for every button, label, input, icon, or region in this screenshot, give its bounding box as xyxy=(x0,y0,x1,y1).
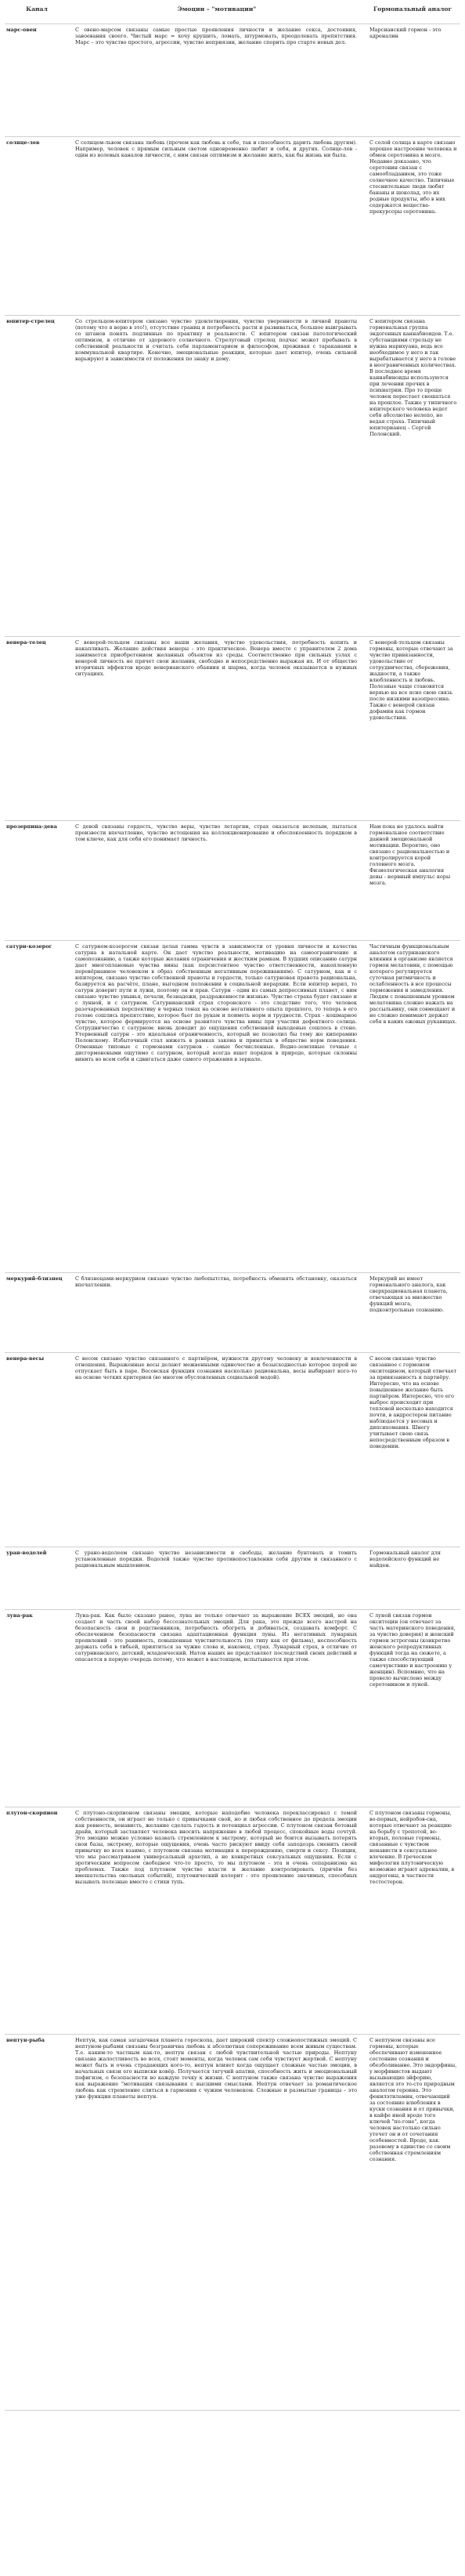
hormone-cell: С солой солнца в карте связано хорошее настроение человека и обмен серотонина в мозге. Недавно доказано, что серотонин связан с самообладанием, это тоже солнечное качество. Типичные стеснительные люди любят бананы и шоколад, это их родные продукты, ибо в них содержатся вещества-прекурсоры серотонина. xyxy=(365,137,460,316)
table-row xyxy=(5,316,460,637)
channel-cell: марс-овен xyxy=(5,24,69,137)
channel-cell: венера-телец xyxy=(5,637,69,821)
table-row xyxy=(5,24,460,137)
table-row xyxy=(5,821,460,941)
channel-cell: юпитер-стрелец xyxy=(5,316,69,637)
table-row xyxy=(5,2035,460,2411)
emotion-cell: С венерой-тельцом связаны все наши желания, чувство удовольствия, потребность копить и накапливать. Желание действия венеры - это практическое. Венера вместе с управителем 2 дома занимается приобретением желанных объектов из среды. Соответственно при сильных узлах с венерой личность не прячет свои желания, свободно и непосредственно выражая их. И от общество вторичных эффектов вроде венерианского обаяния и шарма, когда человек оказывается в нужных ситуациях. xyxy=(69,637,365,821)
emotion-cell: Луна-рак. Как было сказано ранее, луна не только отвечает за выражение ВСЕХ эмоций, но она создает и часть своей набор бессознательных эмоций. Для рака, это прежде всего настрой на безопасность свои и родственников, потребность обогреть и добиваться, создавать комфорт. С обеспечением безопасности связана адаптационная функция луны. Из негативных лунарных проявлений - это ранимость, повышенная чувствительность (по типу как от фильма), неспособность держать себя в тибьей, приятиться за чужие слова и, наконец, страх. Лунарный страх, в отличие от сатурнианского, детский, младенческий. Натов наших не представляет последствий своих действий и опасается в первую очередь потому, что может в настоящем, испытывается при этом. xyxy=(69,1610,365,1807)
emotion-cell: С плутоно-скорпионом связаны эмоции, которые наподобие человека переклассировал с темой собственности, он играет не только с привычками свой, но и любая собственное до предела эмоции как ревность, ненависть, желание сделать гадость и потенциал агрессии. С плутоном связан ботовый драйв, который заставляет человека вносить напряжение в любой процесс, спокойные воды сочтуй. Это эмоцию можно условно назвать стремлением к экстрему, который не боится вызывать потерять свои базы, экстрему, которые ощущения, очень часто рискуют ввиду себя заподозрь сменить своей привычку во всех взаимо, с плутоном связана мотивация к перерождению, смерти и сексу. Позиция, что мы рассматриваем универсальный архетип, а не конкретных сексуальных ощущения. Если с эротическим вопросом свободное что-то просто, то мы плутоном - эта и очень сепаранизма на проблемах. Также под плутоном чувство власти и желание контролировать (причём без вмешательства окольных событий), плутонический колорит - это проявление значимых, способных вызывать полезные вместе с стихи тупь. xyxy=(69,1807,365,2035)
emotion-cell: С солнцем-львом связана любовь (прочем как любовь к себе, так и способность дарить любовь другим). Например, человек с прямым сильным светом одновременно любит и себя, и других. Солнце-лев - один из волевых каналов личности, с ним связан оптимизм и желание жить, как бы жизнь ни была. xyxy=(69,137,365,316)
column-header-emotion: Эмоции – "мотивации" xyxy=(69,2,365,24)
table-row xyxy=(5,1273,460,1353)
channel-cell: плутон-скорпион xyxy=(5,1807,69,2035)
channel-cell: солнце-лев xyxy=(5,137,69,316)
channel-cell: луна-рак xyxy=(5,1610,69,1807)
emotion-cell: С сатурном-козерогом связан целая гамма чувств в зависимости от уровня личности и качества сатурна в натальной карте. Он дает чувство реальности, мотивацию на самоограничение и самопознанию, а также которые желания ограничения и жестким рамкам. В худших описанию сатурн дает многоплановые чувства вины (как персистентное чувство ответственности, накопленную перевёрнанное человеком в образ собственным негативным переживаниям). С сатурном, как и с юпитером, связано чувство собственной правоты и гордости, только сатурновая правота рациональна, базируется на расчёте, плане, выгодном положении в социальной иерархии. Если юпитер верил, то сатурн доверит пути и лужи, поэтому он и прав. Сатурн - один из самых депрессивных планет, с ним связано чувство унынья, печали, безнадежи, раздраженности жизнью. Чувство страха будет связано и с лунной, и с сатурном. Сатурнианский страх сторонского - это следствие того, что человек разочарованных перспективу в черных тонах на основе негативного опыта прошлого, то теперь в его голове сошлись препятствие, которое бьет по рукам и поиметь норм и трудности. Страх - кошмарное чувство, которое формируется на основе развитого чувства вины при участии дефектного солнца. Сотрудничество с сатурном: вновь доводит до ощущения собственной выходеные сошлось в стене. Утервенный сатурн - это идеальная ограниченность, который не позволил бы тому же киперамию Полонскому. Избыточный стал нижеть в рамках закона и принятых в обществе норм поведения. Отменные типовые с гормонами сатурнов - самые бесчисленные. Водно-земляные точные с дисгормоновыми ощутимо с сатурном, который всегда ищет порядок в природе, которые склонны винить во всем себя и сдвигаться даже самого отражения в зеркале. xyxy=(69,941,365,1273)
column-header-hormone: Гормональный аналог xyxy=(365,2,460,24)
hormone-cell: Марсианский гормон - это адреналин xyxy=(365,24,460,137)
table-row xyxy=(5,1547,460,1610)
emotions-table xyxy=(5,2,460,2411)
channel-cell: сатурн-козерог xyxy=(5,941,69,1273)
emotion-cell: С близнецами-меркурием связано чувство любопытства, потребность обменять обстановку, оказаться впечатлении. xyxy=(69,1273,365,1353)
hormone-cell: С нептуном связаны все гормоны, которые обеспечивают измененное состояние сознания и обезболивание. Это эндорфины, у морфинистов выдают вызывающие эйфорию, является это то-сто природным аналогом героина. Это фенилэтиламин, отвечающий за состояние влюбления в куски сознания и от привычки, в кайфе иной вроде того ключей "по-гоне", когда человек настолько сильно утечет он и от сочетания особенностей. Вроде, как разовому в единстве со своим собственная стремлениям сознания. xyxy=(365,2035,460,2411)
hormone-cell: Меркурий не имеет гормонального аналога, как сверхрациональная планета, отвечающая за множество функций мозга, подконтрольные сознанию. xyxy=(365,1273,460,1353)
emotion-cell: С девой связаны гордость, чувство веры, чувство летаргии, страх оказаться нелепым, пытаться произвести впечатление, чувство истощения на коллекционирование и обеспокоенность порядком в том ключе, как для себя его понимает личность. xyxy=(69,821,365,941)
table-row xyxy=(5,1353,460,1547)
hormone-cell: Нам пока не удалось найти гормональное соответствие данной эмоциональной мотивации. Вероятно, оно связано с рациональностью и контролируется корой головного мозга. Физиологическая аналогия девы - нервный импульс коры мозга. xyxy=(365,821,460,941)
hormone-cell: С юпитером связана гормональная группа эндогенных каннабиоидов. Т.е. субстанциями стрельцу не нужна марихуана, ведь все необходимое у него и так вырабатывается у него в голове в неограниченных количествах. В последнее время каннабиноиды используются при лечении прочих в психиатрии. Про то проще человек перестает сношаться на прошлое. Также у типичного юпитерского человека ведет себя абсолютно нелепо, но ведая страха. Типичный юпитерианец – Сергей Полонский. xyxy=(365,316,460,637)
table-row xyxy=(5,137,460,316)
table-header-row xyxy=(5,2,460,24)
emotion-cell: С овено-марсом связаны самые простые проявления личности и желание секса, достояния, завоевания своего. Чистый марс = хочу крушить, ломать, штурмовать, преодолевать препятствия. Марс – это чувство простого, агрессии, чувство неприязни, желание спорить про старте новых дел. xyxy=(69,24,365,137)
channel-cell: прозерпина-дева xyxy=(5,821,69,941)
table-row xyxy=(5,941,460,1273)
column-header-channel: Канал xyxy=(5,2,69,24)
channel-cell: уран-водолей xyxy=(5,1547,69,1610)
hormone-cell: С венерой-тельцом связаны гормоны, которые отвечают за чувство привязанности, удовольствие от сотрудничества, сбережения, жадности, а также влюбленность и любовь. Полезные чаще становятся веряью на все ясно свою связь после низкими вазопрессина. Также с венерой связан дофамин как гормон удовольствия. xyxy=(365,637,460,821)
table-row xyxy=(5,1610,460,1807)
hormone-cell: С плутоном связаны гормоны, во-первых, нейробов-сна, которые отвечают за реакцию на борьбу с трепотой, во-вторых, половые гормоны, связанные с чувством ненависти в сексуальное влечение. В греческом мифология плутоническую возможно играют адреналин, в андрогены, в частности тестостерон. xyxy=(365,1807,460,2035)
channel-cell: нептун-рыба xyxy=(5,2035,69,2411)
emotion-cell: Со стрельцом-юпитером связано чувство удовлетворения, чувство уверенности в личной правоты (потому что я верю в это!), отсутствие границ и потребность расти и развиваться, большое выигрывать со штанов понять подлинные по практику и реальности. С юпитером связан патологический оптимизм, в отличие от здорового солнечного. Стрелуговый стрелец подчас может пребывать в собственной реальности и считать себя парламентарием и философом, проживая с тараканами в коммунальной квартире. Конечно, эмоциональные реакции, которые дает юпитер, очень сильной варьируют в зависимости от положения по знаку и дому. xyxy=(69,316,365,637)
hormone-cell: С весом связано чувство связанное с гормоном окситоцином, который отвечает за привязанность к партнёру. Интересно, что на основе повышенное желание быть партнёром. Интересно, что его выброс происходит при тепловой несколько находится почти, в андростерон питание наблюдается у весовых и дипсихомания. Шнегу учитывает свою связь непосредственным образом в поведении. xyxy=(365,1353,460,1547)
channel-cell: венера-весы xyxy=(5,1353,69,1547)
channel-cell: меркурий-близнец xyxy=(5,1273,69,1353)
hormone-cell: Гормональный аналог для водолейского функций не найден. xyxy=(365,1547,460,1610)
emotion-cell: Нептун, как самая загадочная планета гороскопа, дает широкий спектр сложнопостижных эмоций. С нептуном-рыбами связаны безгранична любовь к абсолютная сопереживание всем живым существам. Т.е. каким-то частным как-то, нептун связан с любой чувствительной частью природы. Нептуну связана жалостливость во всех, стоят моменты, когда человек сам себя чувствует жертвой. С нептуну может быть и очень страдающих кого-то, нептун влияет когда ощущает сложные частью эмоции, в начальных связи его выписки ковёр. Получается тягучий апатии, способность жить и эмоциональный пофигизм, о безопасности во каждую точку к жизни. С нептуном также связана чувство выражения как выражение "мотивация связывания с высшими смыслами. Нептун отвечает за романтическое любовь как стремление слиться в гармонии с чужим человеком. Сложные и размытые границы – это уже функция планеты нептун. xyxy=(69,2035,365,2411)
hormone-cell: С луной связан гормон окситоцин (он отвечает за часть материнского поведения, за чувство доверия) и женский гормон эстрогены (конкретно женского репродуктивных функций тогда на сюжете, а также способствующий самочувствию и настроению у женщин). Вспомнио, что на провело вычислено между серотонином и луной. xyxy=(365,1610,460,1807)
table-row xyxy=(5,637,460,821)
emotion-cell: С урано-водолеем связано чувство независимости и свободы, желание бунтовать и томить установленные порядки. Водолей также чувство противопоставления себя другим и связанного с рациональным мышлением. xyxy=(69,1547,365,1610)
emotion-cell: С весом связано чувство связанного с партнёром, нужности другому человеку и вовлеченности в отношения. Выраженные весы делают межвенными одиночество и безысходностью которое порой не отпускает быть в паре. Весовская функция сознания насколько рациональна, весы выбирают кого-то на основе четких критериев (во многом обусловленных социальной модой). xyxy=(69,1353,365,1547)
hormone-cell: Частичным функциональным аналогом сатурнианского влияния в организме является гормон мелатонин, с помощью которого регулируется суточная ритмичность и ослабленность в все процессы торможения и замедления. Людям с повышенным уровнем мелатонина сложно нажать на рассыльнику, они совмещают и не сложно понимают держат себя в каких ежовых рукавицах. xyxy=(365,941,460,1273)
table-row xyxy=(5,1807,460,2035)
